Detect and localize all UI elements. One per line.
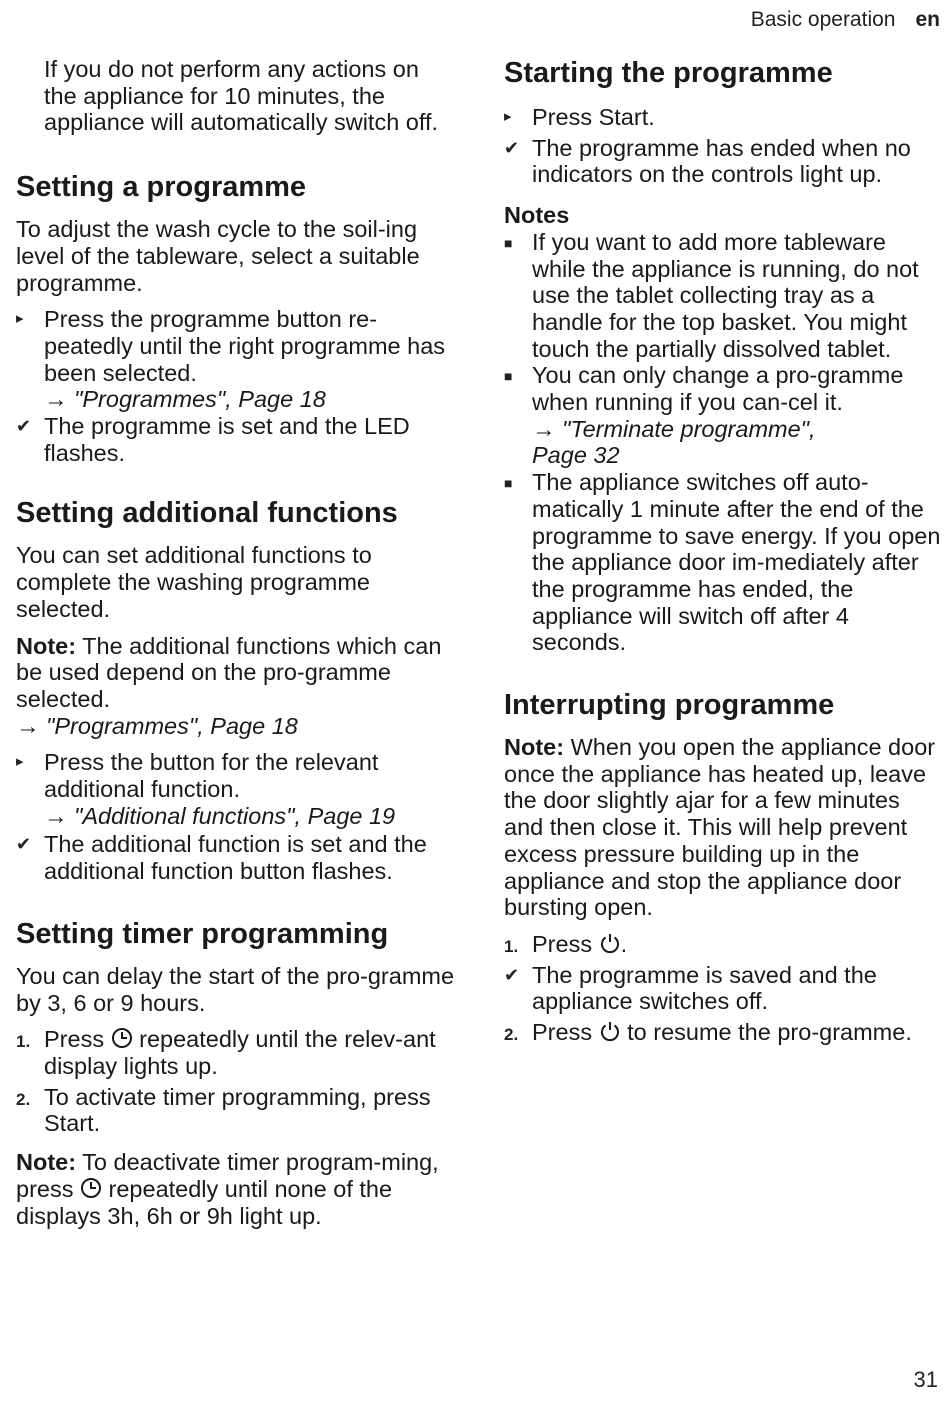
list-item xyxy=(16,1084,456,1137)
additional-functions-body: You can set additional functions to complete the washing programme selected. xyxy=(16,542,372,622)
check-icon: ✔ xyxy=(504,964,520,985)
result-text: The programme is saved and the appliance switches off. xyxy=(532,961,877,1015)
clock-icon xyxy=(111,1027,133,1049)
setting-programme-heading: Setting a programme xyxy=(16,171,307,204)
cross-reference: → "Programmes", Page 18 xyxy=(16,712,298,739)
step-text-a: Press xyxy=(532,1019,599,1046)
arrow-bullet-icon: ▸ xyxy=(504,108,512,125)
step-text-a: Press xyxy=(44,1026,111,1053)
interrupting-note xyxy=(504,734,944,921)
square-bullet-icon: ■ xyxy=(504,368,513,385)
clock-icon xyxy=(80,1177,102,1199)
setting-programme-body: To adjust the wash cycle to the soil-ing level of the tableware, select a suitable programme. xyxy=(16,216,420,296)
power-icon xyxy=(599,1020,621,1042)
square-bullet-icon: ■ xyxy=(504,234,513,251)
list-item xyxy=(16,306,456,413)
list-item xyxy=(504,931,944,958)
list-item xyxy=(16,831,456,884)
note-label: Note: xyxy=(504,734,565,761)
note-label: Note: xyxy=(16,1149,77,1176)
list-item xyxy=(504,469,944,656)
arrow-bullet-icon: ▸ xyxy=(16,753,24,771)
note-text-b: repeatedly until none of the displays 3h, 6h or 9h light up. xyxy=(16,1175,393,1229)
section-title: Basic operation xyxy=(750,8,896,31)
step-text-b: repeatedly until the relev-ant display lights up. xyxy=(44,1026,436,1079)
note-text: The additional functions which can be used depend on the pro-gramme selected. xyxy=(16,632,442,712)
list-item xyxy=(504,1019,944,1046)
list-item xyxy=(504,229,944,363)
additional-functions-note xyxy=(16,633,456,740)
cross-reference: → "Additional functions", Page 19 xyxy=(44,802,396,829)
left-column xyxy=(16,56,456,1229)
list-item xyxy=(504,104,944,131)
step-number: 1. xyxy=(16,1032,31,1052)
note-text: You can only change a pro-gramme when running if you can-cel it. xyxy=(532,362,904,416)
square-bullet-icon: ■ xyxy=(504,475,513,492)
additional-functions-heading: Setting additional functions xyxy=(16,497,398,530)
result-text: The programme has ended when no indicators on the controls light up. xyxy=(532,134,911,188)
cross-reference-page: Page 32 xyxy=(532,442,620,469)
note-text: When you open the appliance door once the appliance has heated up, leave the door slightly ajar for a few minutes and then close it. This will help prevent excess pressure building up in the appliance and stop the appliance door bursting open. xyxy=(504,734,936,921)
auto-off-note: If you do not perform any actions on the appliance for 10 minutes, the appliance will automatically switch off. xyxy=(44,56,439,136)
step-text: To activate timer programming, press Start. xyxy=(44,1083,431,1137)
note-text-a: To deactivate timer program-ming, press xyxy=(16,1149,439,1202)
note-label: Note: xyxy=(16,632,77,659)
power-icon xyxy=(599,932,621,954)
starting-heading: Starting the programme xyxy=(504,57,833,89)
step-text: Press the programme button re-peatedly until the right programme has been selected. xyxy=(44,306,446,386)
language-code: en xyxy=(915,8,940,31)
timer-body: You can delay the start of the pro-gramme by 3, 6 or 9 hours. xyxy=(16,962,455,1016)
check-icon: ✔ xyxy=(16,834,32,855)
step-text: Press Start. xyxy=(532,104,655,130)
list-item xyxy=(504,962,944,1015)
list-item xyxy=(504,362,944,469)
step-number: 2. xyxy=(16,1089,31,1109)
note-text: The appliance switches off auto-matically 1 minute after the end of the programme to save energy. If you open the appliance door im-mediately after the programme has ended, the appliance will switch off after 4 seconds. xyxy=(532,469,941,656)
timer-note xyxy=(16,1149,456,1229)
arrow-bullet-icon: ▸ xyxy=(16,310,24,328)
cross-reference: → "Terminate programme", xyxy=(532,415,816,442)
list-item xyxy=(504,135,944,188)
result-text: The programme is set and the LED flashes. xyxy=(44,413,410,466)
list-item xyxy=(16,1026,456,1079)
result-text: The additional function is set and the additional function button flashes. xyxy=(44,831,427,885)
step-number: 1. xyxy=(504,936,519,956)
notes-heading: Notes xyxy=(504,202,570,229)
cross-reference: → "Programmes", Page 18 xyxy=(44,386,326,413)
list-item xyxy=(16,413,456,466)
timer-heading: Setting timer programming xyxy=(16,917,389,950)
step-text-a: Press xyxy=(532,930,599,957)
step-text: Press the button for the relevant additional function. xyxy=(44,749,379,803)
check-icon: ✔ xyxy=(504,137,520,158)
step-number: 2. xyxy=(504,1025,519,1045)
step-text-b: . xyxy=(620,930,628,957)
interrupting-heading: Interrupting programme xyxy=(504,689,835,722)
right-column xyxy=(504,56,944,1046)
step-text-b: to resume the pro-gramme. xyxy=(620,1019,912,1046)
page-header xyxy=(751,8,940,32)
page-number: 31 xyxy=(913,1367,938,1392)
note-text: If you want to add more tableware while the appliance is running, do not use the tablet collecting tray as a handle for the top basket. You might touch the partially dissolved tablet. xyxy=(532,228,919,362)
list-item xyxy=(16,749,456,829)
check-icon: ✔ xyxy=(16,416,32,437)
